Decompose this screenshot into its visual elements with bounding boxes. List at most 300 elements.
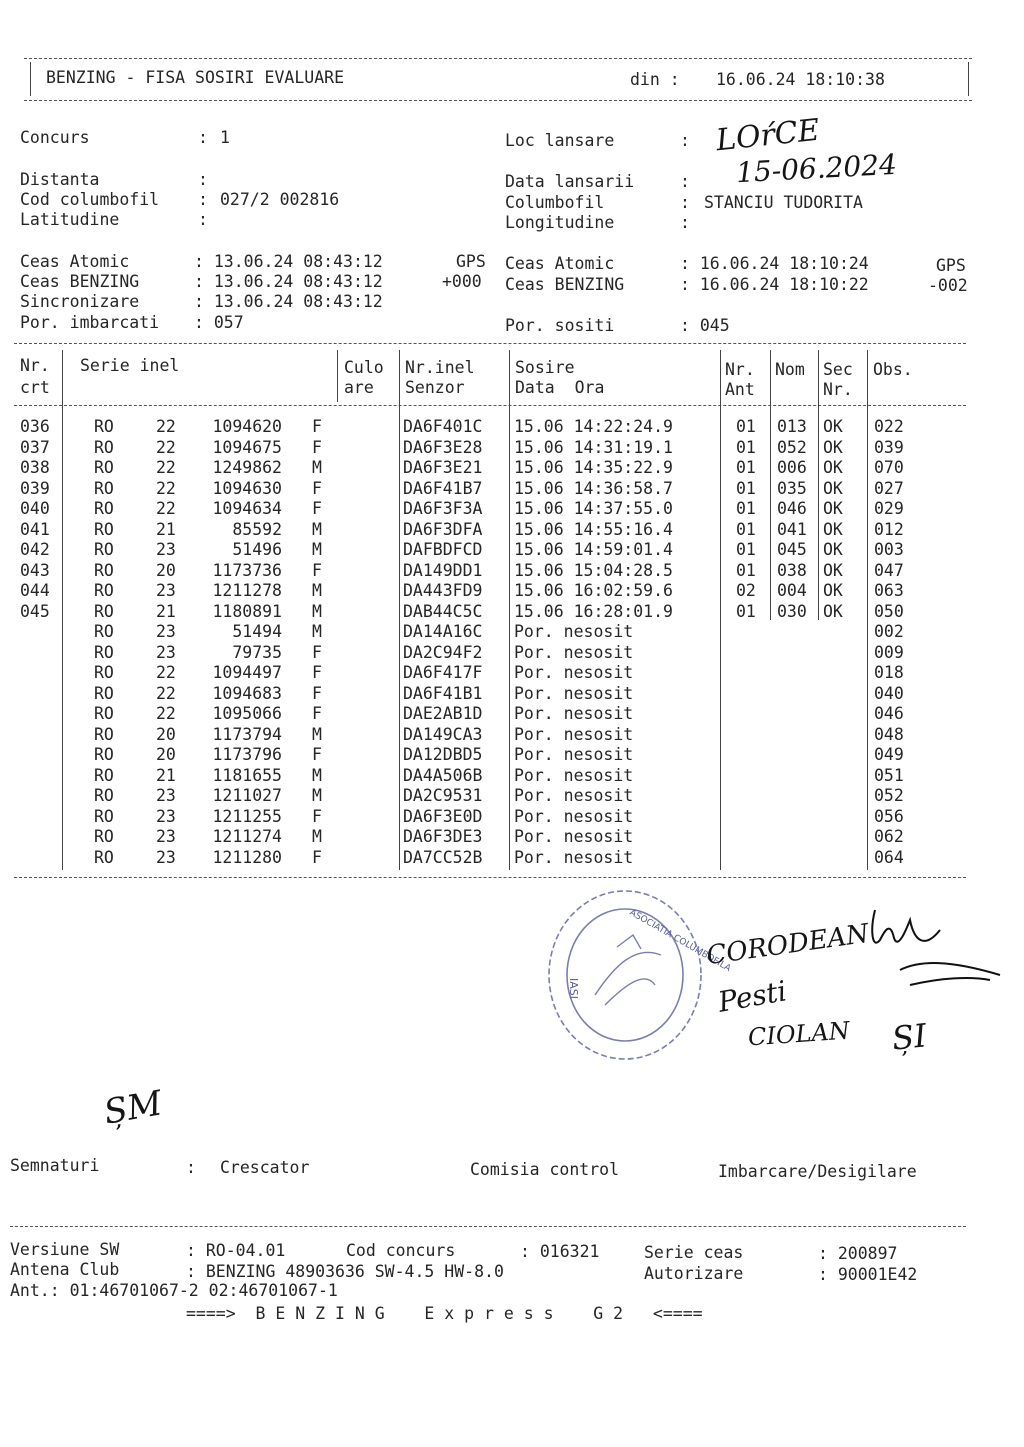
cell-nom: 030 [777, 601, 807, 621]
latitudine-sep: : [198, 210, 208, 229]
table-row [0, 663, 1024, 684]
cell-y: 23 [156, 847, 176, 867]
cell-obs: 003 [874, 540, 904, 559]
comisia-control-label: Comisia control [470, 1160, 620, 1179]
cell-s: M [312, 601, 322, 621]
cod-columbofil-value: 027/2 002816 [220, 190, 340, 209]
por-imbarcati-label: Por. imbarcati [20, 313, 160, 332]
cell-sos: 15.06 14:37:55.0 [514, 499, 673, 518]
cell-s: F [312, 499, 322, 518]
cell-nr: 044 [20, 581, 50, 600]
cell-c: RO [94, 499, 114, 518]
cell-obs: 051 [874, 765, 904, 785]
cell-s: F [312, 560, 322, 580]
cell-senz: DA2C94F2 [403, 642, 483, 662]
cell-sos: 15.06 14:31:19.1 [514, 437, 673, 457]
cell-obs: 050 [874, 601, 904, 621]
cell-obs: 009 [874, 642, 904, 662]
cell-n: 1094634 [212, 499, 282, 518]
cell-n: 1094620 [212, 417, 282, 436]
cell-obs: 064 [874, 847, 904, 867]
cell-s: F [312, 847, 322, 867]
cell-senz: DA6F3E28 [403, 437, 483, 457]
cell-obs: 052 [874, 786, 904, 805]
ceas-atomic-sosire-extra: GPS [936, 256, 966, 275]
header-sosire: Sosire [515, 358, 575, 377]
data-lansarii-label: Data lansarii [505, 172, 635, 191]
signature-corodean: CORODEAN [704, 918, 871, 972]
header-nr-ant-1: Nr. [725, 360, 755, 379]
cell-ant: 01 [736, 519, 756, 539]
cell-n: 1094675 [212, 437, 282, 457]
cell-s: F [312, 478, 322, 498]
latitudine-label: Latitudine [20, 210, 120, 229]
cell-y: 23 [156, 806, 176, 826]
cell-s: M [312, 765, 322, 785]
cell-sos: 15.06 15:04:28.5 [514, 560, 673, 580]
cell-s: F [312, 704, 322, 723]
cell-y: 23 [156, 786, 176, 805]
cell-y: 23 [156, 642, 176, 662]
cell-n: 1211255 [212, 806, 282, 826]
cell-sos: Por. nesosit [514, 827, 634, 846]
cell-sos: 15.06 14:22:24.9 [514, 417, 673, 436]
cell-c: RO [94, 663, 114, 682]
cell-c: RO [94, 765, 114, 785]
cell-sec: OK [823, 478, 843, 498]
cell-sos: 15.06 14:35:22.9 [514, 458, 673, 477]
cell-senz: DA149CA3 [403, 724, 483, 744]
cell-s: M [312, 622, 322, 641]
table-top-rule [14, 343, 966, 344]
cell-s: M [312, 827, 322, 846]
concurs-label: Concurs [20, 128, 90, 147]
distanta-label: Distanta [20, 170, 100, 189]
ceas-benzing-sosire-value: : 16.06.24 18:10:22 [680, 275, 869, 294]
cell-c: RO [94, 478, 114, 498]
cell-sos: 15.06 14:36:58.7 [514, 478, 673, 498]
cell-ant: 01 [736, 458, 756, 477]
cell-n: 1180891 [212, 601, 282, 621]
cell-nom: 045 [777, 540, 807, 559]
cell-obs: 018 [874, 663, 904, 682]
cell-nr: 042 [20, 540, 50, 559]
signature-crescator: ȘM [100, 1083, 166, 1133]
handwritten-data: 15-06.2024 [735, 147, 898, 190]
cell-obs: 070 [874, 458, 904, 477]
cell-n: 1211027 [212, 786, 282, 805]
cell-sec: OK [823, 601, 843, 621]
header-nr-ant-2: Ant [725, 380, 755, 399]
cell-senz: DA6F3DFA [403, 519, 483, 539]
stamp-left-text: IASI [567, 978, 580, 999]
cell-n: 1211274 [212, 827, 282, 846]
header-nom: Nom [775, 360, 805, 379]
cell-c: RO [94, 458, 114, 477]
cell-senz: DA6F3E21 [403, 458, 483, 477]
header-serie-inel: Serie inel [80, 356, 180, 375]
benzing-express: ====> B E N Z I N G E x p r e s s G 2 <==== [186, 1304, 703, 1323]
cell-senz: DA4A506B [403, 765, 483, 785]
cell-y: 22 [156, 417, 176, 436]
doc-title: BENZING - FISA SOSIRI EVALUARE [46, 68, 345, 87]
cell-sos: Por. nesosit [514, 765, 634, 785]
cell-sec: OK [823, 540, 843, 559]
cell-nom: 013 [777, 417, 807, 436]
cell-sos: Por. nesosit [514, 683, 634, 703]
signature-ciolan: CIOLAN [747, 1016, 851, 1052]
table-row [0, 725, 1024, 746]
antena-label: Antena Club [10, 1260, 120, 1279]
cell-ant: 01 [736, 601, 756, 621]
header-nr-inel: Nr.inel [405, 358, 475, 377]
ceas-benzing-sosire-extra: -002 [928, 276, 968, 295]
cell-sos: Por. nesosit [514, 704, 634, 723]
cell-senz: DA6F401C [403, 417, 483, 436]
cell-y: 23 [156, 540, 176, 559]
cell-y: 20 [156, 745, 176, 764]
cell-sos: Por. nesosit [514, 786, 634, 805]
cell-y: 20 [156, 560, 176, 580]
cell-sos: Por. nesosit [514, 724, 634, 744]
cell-sos: Por. nesosit [514, 806, 634, 826]
cell-n: 1094630 [212, 478, 282, 498]
cell-senz: DA2C9531 [403, 786, 483, 805]
cell-y: 22 [156, 437, 176, 457]
cell-s: F [312, 663, 322, 682]
por-imbarcati-value: : 057 [194, 313, 244, 332]
cell-y: 22 [156, 683, 176, 703]
cell-obs: 062 [874, 827, 904, 846]
serie-ceas-label: Serie ceas [644, 1243, 744, 1262]
cell-sec: OK [823, 499, 843, 518]
versiune-label: Versiune SW [10, 1240, 120, 1259]
cell-nom: 035 [777, 478, 807, 498]
cell-senz: DA6F3DE3 [403, 827, 483, 846]
cell-y: 22 [156, 704, 176, 723]
concurs-value: 1 [220, 128, 230, 147]
por-sositi-label: Por. sositi [505, 316, 615, 335]
header-culoare-1: Culo [344, 358, 384, 377]
cell-n: 1173736 [212, 560, 282, 580]
cell-s: F [312, 417, 322, 436]
cell-c: RO [94, 437, 114, 457]
ceas-atomic-extra: GPS [456, 252, 486, 271]
header-sec-1: Sec [823, 360, 853, 379]
table-row [0, 704, 1024, 725]
table-row [0, 745, 1024, 766]
cell-obs: 048 [874, 724, 904, 744]
cell-y: 22 [156, 458, 176, 477]
cell-obs: 039 [874, 437, 904, 457]
cell-obs: 029 [874, 499, 904, 518]
cell-sec: OK [823, 437, 843, 457]
cell-ant: 01 [736, 417, 756, 436]
cell-c: RO [94, 581, 114, 600]
cell-senz: DA14A16C [403, 622, 483, 641]
ceas-atomic-label: Ceas Atomic [20, 252, 130, 271]
cell-y: 20 [156, 724, 176, 744]
table-row [0, 499, 1024, 520]
cell-c: RO [94, 683, 114, 703]
crescator-label: Crescator [220, 1158, 310, 1177]
cell-n: 1211278 [212, 581, 282, 600]
signature-scribble [850, 890, 1010, 1000]
cell-obs: 047 [874, 560, 904, 580]
cell-senz: DA6F41B1 [403, 683, 483, 703]
cell-s: M [312, 540, 322, 559]
cell-s: M [312, 724, 322, 744]
table-row [0, 458, 1024, 479]
cell-c: RO [94, 540, 114, 559]
cell-n: 1181655 [212, 765, 282, 785]
cell-senz: DAB44C5C [403, 601, 483, 621]
longitudine-sep: : [680, 213, 690, 232]
cell-obs: 056 [874, 806, 904, 826]
cell-ant: 01 [736, 478, 756, 498]
cod-concurs-label: Cod concurs [346, 1241, 456, 1260]
header-crt: crt [20, 378, 50, 397]
cell-n: 1173796 [212, 745, 282, 764]
cell-obs: 027 [874, 478, 904, 498]
cod-columbofil-label: Cod columbofil [20, 190, 160, 209]
cell-sec: OK [823, 417, 843, 436]
cell-s: F [312, 745, 322, 764]
cell-c: RO [94, 560, 114, 580]
cell-senz: DAE2AB1D [403, 704, 483, 723]
header-left-edge [30, 62, 31, 96]
cell-s: M [312, 581, 322, 600]
cell-y: 22 [156, 499, 176, 518]
din-value: 16.06.24 18:10:38 [716, 70, 885, 89]
cell-y: 23 [156, 581, 176, 600]
header-nr: Nr. [20, 356, 50, 375]
cell-y: 23 [156, 827, 176, 846]
header-sec-2: Nr. [823, 380, 853, 399]
cell-nr: 037 [20, 437, 50, 457]
cell-s: F [312, 437, 322, 457]
cell-ant: 02 [736, 581, 756, 600]
din-label: din : [630, 70, 680, 89]
cell-c: RO [94, 601, 114, 621]
cell-obs: 040 [874, 683, 904, 703]
table-row [0, 622, 1024, 643]
cell-sos: Por. nesosit [514, 745, 634, 764]
cell-sec: OK [823, 519, 843, 539]
por-sositi-value: : 045 [680, 316, 730, 335]
cell-n: 51496 [232, 540, 282, 559]
cell-n: 79735 [232, 642, 282, 662]
cell-nom: 046 [777, 499, 807, 518]
table-bottom-rule [14, 877, 966, 878]
semnaturi-sep: : [186, 1158, 196, 1177]
cell-ant: 01 [736, 499, 756, 518]
col-divider [337, 350, 338, 402]
cell-n: 1211280 [212, 847, 282, 867]
cell-ant: 01 [736, 540, 756, 559]
table-row [0, 848, 1024, 869]
header-culoare-2: are [344, 378, 374, 397]
table-row [0, 786, 1024, 807]
cell-y: 22 [156, 663, 176, 682]
cell-nom: 038 [777, 560, 807, 580]
ceas-benzing-sosire-label: Ceas BENZING [505, 275, 625, 294]
cell-nom: 041 [777, 519, 807, 539]
table-row [0, 643, 1024, 664]
cell-nr: 043 [20, 560, 50, 580]
cell-c: RO [94, 417, 114, 436]
distanta-sep: : [198, 170, 208, 189]
imbarcare-label: Imbarcare/Desigilare [718, 1162, 917, 1181]
ceas-atomic-sosire-value: : 16.06.24 18:10:24 [680, 254, 869, 273]
cell-senz: DA149DD1 [403, 560, 483, 580]
cell-sec: OK [823, 560, 843, 580]
cell-y: 21 [156, 601, 176, 621]
cell-senz: DA6F417F [403, 663, 483, 682]
autorizare-label: Autorizare [644, 1264, 744, 1283]
antena-value: : BENZING 48903636 SW-4.5 HW-8.0 [186, 1262, 504, 1281]
cell-nr: 039 [20, 478, 50, 498]
cell-obs: 012 [874, 519, 904, 539]
cell-n: 1095066 [212, 704, 282, 723]
header-obs: Obs. [873, 360, 913, 379]
concurs-sep: : [198, 128, 208, 147]
cell-c: RO [94, 847, 114, 867]
cell-c: RO [94, 704, 114, 723]
cell-s: M [312, 786, 322, 805]
cell-obs: 063 [874, 581, 904, 600]
stamp-top-text: ASOCIATIA COLUMBOFILA [627, 907, 733, 975]
cell-c: RO [94, 827, 114, 846]
ceas-benzing-extra: +000 [442, 272, 482, 291]
header-senzor: Senzor [405, 378, 465, 397]
handwritten-loc: LOŕCE [714, 112, 822, 159]
columbofil-label: Columbofil [505, 193, 605, 212]
cell-s: M [312, 458, 322, 477]
table-row [0, 602, 1024, 623]
ceas-atomic-sosire-label: Ceas Atomic [505, 254, 615, 273]
versiune-value: : RO-04.01 [186, 1241, 286, 1260]
cell-c: RO [94, 519, 114, 539]
cell-nom: 004 [777, 581, 807, 600]
ceas-benzing-value: : 13.06.24 08:43:12 [194, 272, 383, 291]
cell-sec: OK [823, 581, 843, 600]
cell-y: 23 [156, 622, 176, 641]
table-row [0, 766, 1024, 787]
cell-obs: 046 [874, 704, 904, 723]
cell-n: 1173794 [212, 724, 282, 744]
cell-senz: DA443FD9 [403, 581, 483, 600]
cell-nr: 036 [20, 417, 50, 436]
cell-nom: 052 [777, 437, 807, 457]
cell-c: RO [94, 786, 114, 805]
loc-lansare-sep: : [680, 131, 690, 150]
cell-obs: 022 [874, 417, 904, 436]
cell-c: RO [94, 642, 114, 662]
cell-nom: 006 [777, 458, 807, 477]
cell-n: 1094683 [212, 683, 282, 703]
table-row [0, 827, 1024, 848]
cell-ant: 01 [736, 437, 756, 457]
table-row [0, 479, 1024, 500]
table-header-rule [14, 405, 966, 406]
cell-y: 22 [156, 478, 176, 498]
header-top-rule [24, 58, 972, 59]
cell-nr: 040 [20, 499, 50, 518]
header-data-ora: Data Ora [515, 378, 605, 397]
association-stamp [540, 880, 733, 1070]
cell-sos: Por. nesosit [514, 847, 634, 867]
cell-sec: OK [823, 458, 843, 477]
cell-senz: DA6F3E0D [403, 806, 483, 826]
cell-s: F [312, 806, 322, 826]
cell-sos: Por. nesosit [514, 642, 634, 662]
longitudine-label: Longitudine [505, 213, 615, 232]
columbofil-value: STANCIU TUDORITA [704, 193, 863, 212]
cell-s: F [312, 642, 322, 662]
cell-obs: 049 [874, 745, 904, 764]
cell-n: 1249862 [212, 458, 282, 477]
cell-senz: DA6F41B7 [403, 478, 483, 498]
cod-concurs-value: : 016321 [520, 1242, 600, 1261]
header-right-edge [968, 62, 969, 96]
table-row [0, 417, 1024, 438]
cell-senz: DA6F3F3A [403, 499, 483, 518]
cell-y: 21 [156, 519, 176, 539]
table-row [0, 520, 1024, 541]
cell-n: 85592 [232, 519, 282, 539]
cell-nr: 041 [20, 519, 50, 539]
columbofil-sep: : [680, 193, 690, 212]
cell-s: M [312, 519, 322, 539]
sincronizare-value: : 13.06.24 08:43:12 [194, 292, 383, 311]
cell-c: RO [94, 724, 114, 744]
cell-c: RO [94, 806, 114, 826]
serie-ceas-value: : 200897 [818, 1244, 898, 1263]
cell-sos: 15.06 16:02:59.6 [514, 581, 673, 600]
table-row [0, 581, 1024, 602]
cell-nr: 038 [20, 458, 50, 477]
data-lansarii-sep: : [680, 172, 690, 191]
semnaturi-label: Semnaturi [10, 1156, 100, 1175]
cell-obs: 002 [874, 622, 904, 641]
ceas-atomic-value: : 13.06.24 08:43:12 [194, 252, 383, 271]
cell-senz: DA7CC52B [403, 847, 483, 867]
signature-pesti: Pesti [715, 974, 790, 1019]
cell-senz: DAFBDFCD [403, 540, 483, 559]
table-row [0, 807, 1024, 828]
cell-sos: Por. nesosit [514, 663, 634, 682]
cell-sos: 15.06 14:59:01.4 [514, 540, 673, 559]
table-row [0, 684, 1024, 705]
cell-n: 51494 [232, 622, 282, 641]
cell-sos: 15.06 14:55:16.4 [514, 519, 673, 539]
loc-lansare-label: Loc lansare [505, 131, 615, 150]
cell-s: F [312, 683, 322, 703]
cell-c: RO [94, 745, 114, 764]
cell-n: 1094497 [212, 663, 282, 682]
footer-rule [10, 1226, 966, 1227]
cell-senz: DA12DBD5 [403, 745, 483, 764]
table-row [0, 540, 1024, 561]
table-row [0, 438, 1024, 459]
cell-c: RO [94, 622, 114, 641]
cell-sos: Por. nesosit [514, 622, 634, 641]
cell-y: 21 [156, 765, 176, 785]
sincronizare-label: Sincronizare [20, 292, 140, 311]
table-row [0, 561, 1024, 582]
ceas-benzing-label: Ceas BENZING [20, 272, 140, 291]
